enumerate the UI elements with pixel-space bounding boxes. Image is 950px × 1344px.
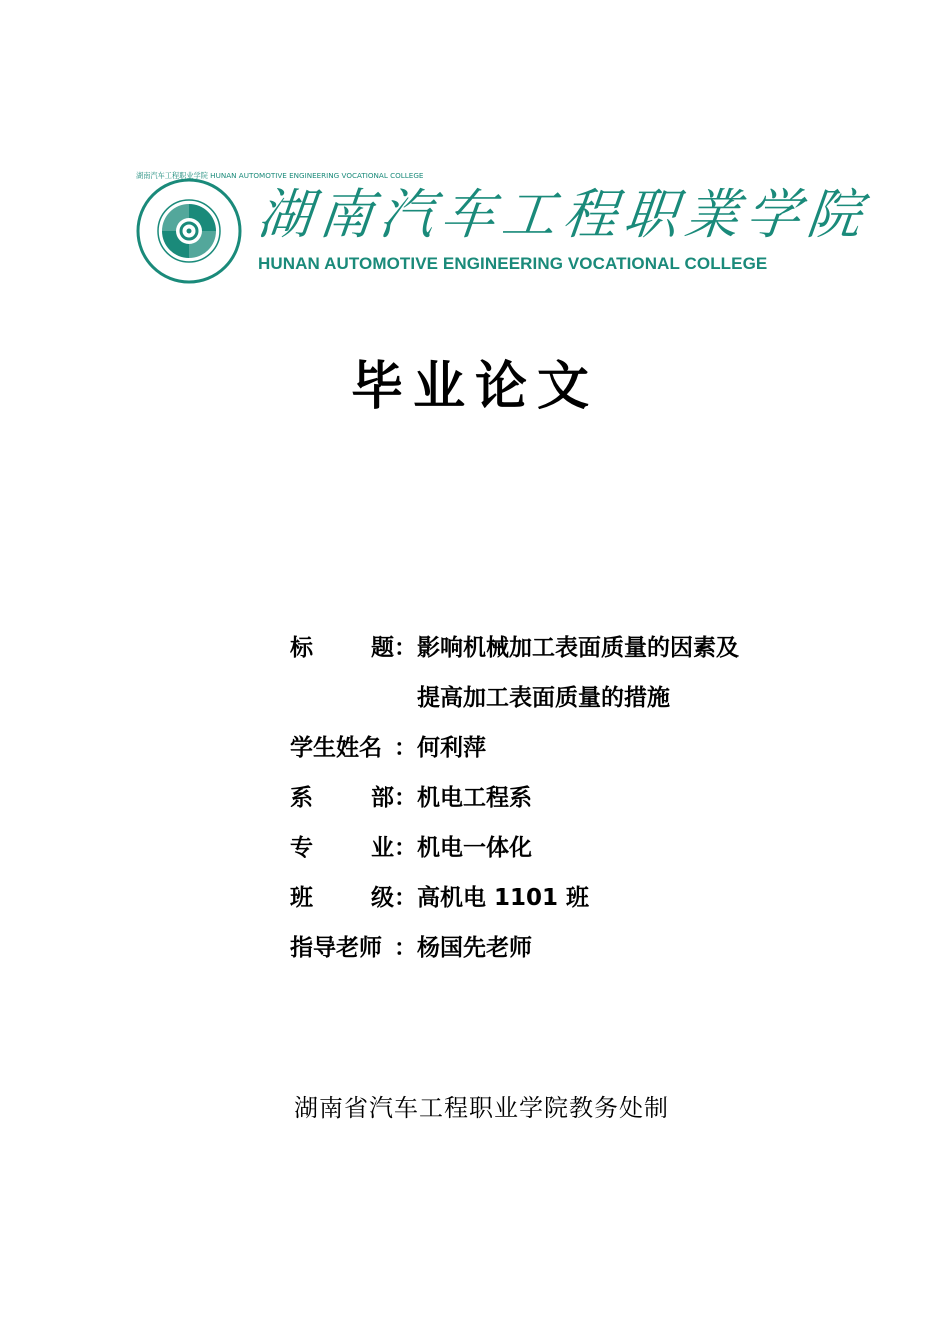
info-row-topic [290,630,850,680]
department-label-a: 系 [290,785,313,811]
college-name-cn: 湖南汽车工程职業学院 [254,183,872,246]
info-row-class [290,880,850,930]
advisor-separator: ： [394,935,417,961]
topic-label-a: 标 [290,635,313,661]
info-row-student [290,730,850,780]
info-row-major [290,830,850,880]
topic-separator: ： [394,635,417,661]
document-title: 毕业论文 [350,356,599,417]
info-row-advisor [290,930,850,980]
department-value: 机电工程系 [417,785,532,811]
college-name-en: HUNAN AUTOMOTIVE ENGINEERING VOCATIONAL COLLEGE [258,254,768,273]
student-separator: ： [394,735,417,761]
info-row-department [290,780,850,830]
class-separator: ： [394,885,417,911]
issuer-footer: 湖南省汽车工程职业学院教务处制 [294,1094,669,1122]
advisor-value: 杨国先老师 [417,935,532,961]
topic-label [290,630,394,666]
topic-value-line2: 提高加工表面质量的措施 [417,685,670,711]
class-label [290,880,394,916]
college-header [136,171,872,284]
class-label-b: 级 [371,885,394,911]
class-label-a: 班 [290,885,313,911]
student-label: 学生姓名 [290,735,382,761]
department-label [290,780,394,816]
seal-ring-text: 湖南汽车工程职业学院 HUNAN AUTOMOTIVE ENGINEERING VOCATIONAL COLLEGE [136,171,424,180]
major-label-b: 业 [371,835,394,861]
major-label [290,830,394,866]
thesis-info-block [290,630,850,980]
college-seal-icon [136,171,424,284]
major-separator: ： [394,835,417,861]
major-value: 机电一体化 [417,835,532,861]
class-value: 高机电 1101 班 [417,885,590,911]
student-value: 何利萍 [417,735,486,761]
topic-label-b: 题 [371,635,394,661]
advisor-label: 指导老师 [290,935,382,961]
info-row-topic-continued [290,680,850,730]
department-label-b: 部 [371,785,394,811]
department-separator: ： [394,785,417,811]
topic-value-line1: 影响机械加工表面质量的因素及 [417,635,739,661]
major-label-a: 专 [290,835,313,861]
